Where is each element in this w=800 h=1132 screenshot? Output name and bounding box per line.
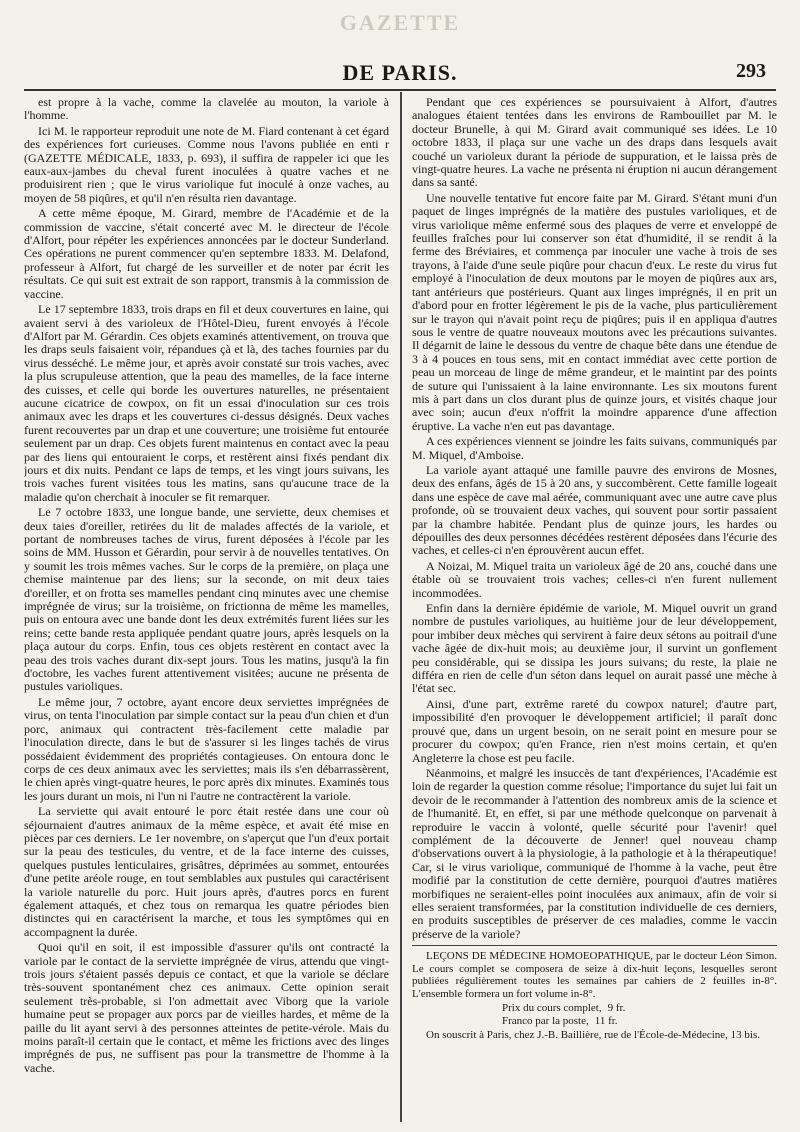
paragraph: La serviette qui avait entouré le porc était restée dans une cour où séjournaient d'autres animaux de la même espèce, et avait été mise en pièces par ces derniers. Le 1er novembre, on s'aperçut que l'un d'eux portait sur la peau des testicules, du ventre, et de la face interne des cuisses, quelques pustules lenticulaires, grisâtres, déprimées au sommet, entourées d'une petite aréole rouge, en tout semblables aux pustules qui caractérisent la variole naturelle du porc. Huit jours après, d'autres porcs en furent également attaqués, et chez tous on remarqua les quatre périodes bien distinctes qui en caractérisent la marche, et tous les symptômes qui en accompagnent la durée. <box>24 804 389 939</box>
page-number: 293 <box>736 60 766 82</box>
paragraph: A Noizai, M. Miquel traita un varioleux âgé de 20 ans, couché dans une étable où se trouvaient trois vaches; celles-ci n'en furent nullement incommodées. <box>412 558 777 600</box>
bleed-through-text: GAZETTE <box>339 10 461 35</box>
paragraph: Le 17 septembre 1833, trois draps en fil et deux couvertures en laine, qui avaient servi à des varioleux de l'Hôtel-Dieu, furent envoyés à l'école d'Alfort par M. Gérardin. Ces objets examinés attentivement, on trouva que les draps seuls faisaient voir, répandues çà et là, des taches fournies par du virus desséché. Le même jour, et après avoir constaté sur trois vaches, avec la plus scrupuleuse attention, que la peau des mamelles, de la face interne des cuisses, et celle qui borde les ouvertures naturelles, ne présentaient aucune cicatrice de cowpox, on fit un essai d'inoculation sur ces trois animaux avec les draps et les couvertures ci-dessus désignés. Deux vaches furent recouvertes par un drap et une couverture; une troisième fut entourée seulement par un drap. Ces objets furent maintenus en contact avec la peau par des liens qui entouraient le corps, et restèrent ainsi fixés pendant dix jours et dix nuits. Pendant ce laps de temps, et les vingt jours suivans, les trois vaches furent visitées tous les matins, sans qu'aucune trace de la maladie qu'on cherchait à inoculer se fit remarquer. <box>24 302 389 504</box>
price-value: 9 fr. <box>607 1002 626 1015</box>
paragraph: Le 7 octobre 1833, une longue bande, une serviette, deux chemises et deux taies d'oreiller, retirées du lit de malades affectés de la variole, et portant de nombreuses taches de virus, furent déposées à l'école par les soins de MM. Husson et Gérardin, pour servir à de nouvelles tentatives. On y soumit les trois mêmes vaches. Sur le corps de la première, on plaça une chemise maintenue par des liens; sur la seconde, on mit deux taies d'oreiller, et on frotta ses mamelles pendant cinq minutes avec une chemise imprégnée de virus; sur la troisième, on frictionna de même les mamelles, puis on entoura avec une bande dont les deux extrémités furent liées sur les reins; cette bande resta appliquée pendant quatre jours, après lesquels on la plaça autour du corps. Enfin, tous ces objets restèrent en contact avec la peau des trois vaches durant dix-sept jours. Tous les matins, jusqu'à la fin d'octobre, les vaches furent attentivement visitées; aucune ne présenta de pustules varioliques. <box>24 505 389 694</box>
price-label: Prix du cours complet, <box>502 1002 602 1015</box>
page-header <box>0 0 800 90</box>
right-column <box>412 96 777 1118</box>
subscription-line: On souscrit à Paris, chez J.-B. Baillière, rue de l'École-de-Médecine, 13 bis. <box>426 1029 761 1042</box>
paragraph: Ici M. le rapporteur reproduit une note de M. Fiard contenant à cet égard des expériences fort curieuses. Comme nous l'avons publiée en enti r (GAZETTE MÉDICALE, 1833, p. 693), il suffira de rappeler ici que les eaux-aux-jambes du cheval furent inoculées à quatre vaches et ne produisirent rien ; que le virus variolique fut inoculé à onze vaches, au moyen de 58 piqûres, et qu'il n'en résulta rien davantage. <box>24 123 389 205</box>
paragraph: Enfin dans la dernière épidémie de variole, M. Miquel ouvrit un grand nombre de pustules varioliques, au huitième jour de leur développement, pour imbiber deux mèches qui servirent à faire deux sétons au poitrail d'une vache âgée de dix-huit mois; au deuxième jour, il survint un gonflement peu considérable, qui se dissipa les jours suivans; du reste, la plaie ne différa en rien de celle d'un séton dans lequel on aurait passé une mèche à l'état sec. <box>412 601 777 696</box>
paragraph: A ces expériences viennent se joindre les faits suivans, communiqués par M. Miquel, d'Amboise. <box>412 434 777 462</box>
masthead-title: DE PARIS. <box>342 60 458 85</box>
paragraph: La variole ayant attaqué une famille pauvre des environs de Mosnes, deux des enfans, âgés de 15 à 20 ans, y succombèrent. Cette famille logeait dans une espèce de cave mal aérée, communiquant avec une autre cave plus profonde, où se trouvaient deux vaches, qui souvent pour sortir passaient par la chambre habitée. Pendant plus de quinze jours, les hardes ou dépouilles des deux personnes décédées restèrent déposées dans l'écurie des vaches, et celles-ci n'en éprouvèrent aucun effet. <box>412 462 777 558</box>
paragraph: Pendant que ces expériences se poursuivaient à Alfort, d'autres analogues étaient tentées dans les environs de Rambouillet par M. le docteur Brunelle, à qui M. Girard avait communiqué ses idées. Le 10 octobre 1833, il plaça sur une vache un des draps dans lesquels avait couché un varioleux durant la période de suppuration, et le laissa près de vingt-quatre heures. La vache ne présenta ni éruption ni aucun dérangement dans sa santé. <box>412 96 777 190</box>
paragraph: Le même jour, 7 octobre, ayant encore deux serviettes imprégnées de virus, on tenta l'inoculation par simple contact sur la peau d'un chien et d'un porc, animaux qui contractent très-facilement cette maladie par l'inoculation directe, dans le but de s'assurer si les linges tachés de virus possédaient évidemment des propriétés contagieuses. On entoura donc le corps de ces deux animaux avec les serviettes; mais ils s'en débarrassèrent, le chien après vingt-quatre heures, le porc après dix minutes. Examinés tous les jours durant un mois, ni l'un ni l'autre ne contractèrent la variole. <box>24 694 389 803</box>
price-value: 11 fr. <box>594 1014 618 1027</box>
left-column <box>24 96 389 1118</box>
paragraph: Une nouvelle tentative fut encore faite par M. Girard. S'étant muni d'un paquet de linges imprégnés de la matière des pustules varioliques, et de virus variolique même enfermé sous des plaques de verre et enveloppé de feuilles fraîches pour lui conserver son état d'humidité, il se rendit à la ferme des Bréviaires, et commença par inoculer une vache à trois de ses trayons, à l'aide d'une seule piqûre pour chacun d'eux. Le reste du virus fut employé à l'inoculation de deux moutons par le moyen de piqûres aux ars, tant antérieurs que postérieurs. Quant aux linges imprégnés, il en prit un d'abord pour en frotter légèrement le pis de la vache, plus particulièrement sur le trayon qui n'avait point reçu de piqûres; puis il en appliqua d'autres sous le ventre de quatre nouveaux moutons avec les précautions suivantes. Il dégarnit de laine le dessous du ventre de chaque bête dans une étendue de 3 à 4 pouces en tous sens, mit en contact immédiat avec cette portion de peau un morceau de linge de même grandeur, et le maintint par des points de suture qui l'unissaient à la laine environnante. Les six moutons furent mis à part dans un clos durant plus de quinze jours, et visités chaque jour avec soin; aucun d'eux n'offrit la moindre apparence d'une affection éruptive. La vache n'en eut pas davantage. <box>412 190 777 433</box>
header-rule <box>24 89 776 91</box>
paragraph: est propre à la vache, comme la clavelée au mouton, la variole à l'homme. <box>24 96 389 123</box>
paragraph: Quoi qu'il en soit, il est impossible d'assurer qu'ils ont contracté la variole par le contact de la serviette imprégnée de virus, attendu que vingt-trois jours s'étaient passés depuis ce contact, et que la variole se déclare très-souvent spontanément chez ces animaux. Cette opinion serait seulement très-probable, si l'on admettait avec Viborg que la variole humaine peut se propager aux porcs par de vieilles hardes, et même de la paille du lit ayant servi à des personnes atteintes de petite-vérole. Mais du moins paraît-il certain que le contact, et même les frictions avec des linges imprégnés de pus, ne suffisent pas pour la transmettre de l'homme à la vache. <box>24 940 389 1075</box>
book-notice: LEÇONS DE MÉDECINE HOMOEOPATHIQUE, par le docteur Léon Simon. Le cours complet se composera de seize à dix-huit leçons, lesquelles seront publiées régulièrement toutes les semaines par cahiers de 2 feuilles in-8°. L'ensemble formera un fort volume in-8°. <box>412 950 777 1000</box>
price-list <box>412 1002 777 1027</box>
price-row <box>502 1015 777 1028</box>
column-divider <box>400 92 402 1122</box>
price-row <box>502 1002 777 1015</box>
price-label: Franco par la poste, <box>502 1014 589 1027</box>
paragraph: A cette même époque, M. Girard, membre de l'Académie et de la commission de vaccine, s'était concerté avec M. le directeur de l'école d'Alfort, pour répéter les expériences annoncées par le docteur Sunderland. Ces opérations ne purent commencer qu'en septembre 1833. M. Delafond, professeur à Alfort, fut chargé de les surveiller et de noter par écrit les résultats. Ce qui suit est extrait de son rapport, transmis à la commission de vaccine. <box>24 206 389 301</box>
paragraph: Ainsi, d'une part, extrême rareté du cowpox naturel; d'autre part, impossibilité d'en provoquer le développement artificiel; il paraît donc prouvé que, dans un urgent besoin, on ne serait point en mesure pour se procurer du cowpox; qu'en France, rien n'est moins certain, et qu'en Angleterre la chose est peu facile. <box>412 696 777 765</box>
paragraph: Néanmoins, et malgré les insuccès de tant d'expériences, l'Académie est loin de regarder la question comme résolue; l'importance du sujet lui fait un devoir de le recommander à l'attention des nombreux amis de la science et de l'humanité. Et, en effet, si par une méthode quelconque on parvenait à reproduire le vaccin à volonté, quelle sécurité pour l'avenir! quel complément de la découverte de Jenner! quel nouveau champ d'observations ouvert à la physiologie, à la pathologie et à la thérapeutique! Car, si le virus variolique, communiqué de l'homme à la vache, peut être modifié par la constitution de cette dernière, pourquoi d'autres matières morbifiques ne seraient-elles point inoculées aux animaux, afin de voir si elles seraient transformées, par la constitution individuelle de ces derniers, en produits susceptibles de préserver de ces maladies, comme le vaccin préserve de la variole? <box>412 767 777 946</box>
